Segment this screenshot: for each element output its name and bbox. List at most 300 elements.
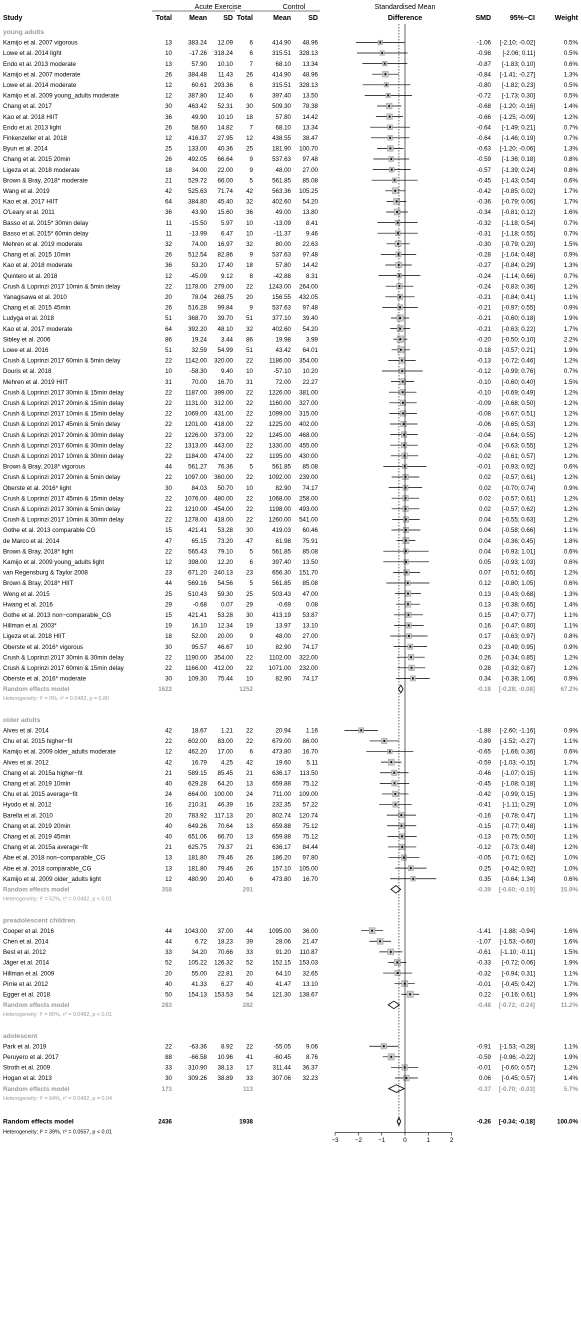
exp-sd: 70.66 [217,949,233,957]
exp-total: 12 [165,92,172,100]
subgroup-weight: 5.7% [563,1085,578,1093]
exp-total: 10 [165,50,172,58]
study-label: Chu et al. 2015 average−fit [3,791,78,799]
study-label: Oberste et al. 2016* light [3,484,72,492]
weight-value: 0.9% [563,251,578,259]
smd-value: -0.46 [476,769,491,777]
weight-value: 0.6% [563,559,578,566]
study-label: Hyodo et al. 2012 [3,801,52,809]
ci-value: [-1.49; 0.21] [501,124,535,132]
smd-value: -0.01 [476,463,491,471]
header-ctrl-mean: Mean [273,15,291,22]
weight-value: 1.5% [563,241,578,248]
point-estimate [407,593,409,595]
exp-total: 30 [165,103,172,111]
weight-value: 1.2% [563,665,578,672]
ctrl-mean: 414.90 [272,71,291,79]
exp-sd: 12.09 [217,39,233,47]
exp-mean: 133.00 [188,145,207,153]
exp-mean: 19.24 [191,336,207,344]
ctrl-mean: 57.80 [275,262,291,270]
smd-value: 0.02 [478,506,491,513]
point-estimate [408,614,410,616]
ctrl-mean: 82.90 [275,675,291,683]
ctrl-mean: 152.15 [272,959,291,967]
exp-total: 16 [165,801,172,809]
exp-sd: 99.84 [217,304,233,312]
ctrl-sd: 75.12 [302,833,318,841]
smd-value: -0.28 [476,251,491,259]
ctrl-mean: 1160.00 [269,400,291,407]
ctrl-sd: 5.11 [306,759,318,767]
point-estimate [400,814,402,816]
point-estimate [397,222,399,224]
study-label: Abe et al. 2018 comparable_CG [3,865,92,873]
smd-value: -0.21 [476,315,491,323]
exp-total: 22 [165,506,172,513]
ci-value: [-1.43; 0.54] [501,177,535,185]
smd-value: 0.17 [478,633,491,641]
exp-mean: 34.20 [191,949,207,957]
ci-value: [-0.34; 0.85] [501,654,535,662]
ctrl-sd: 315.00 [299,410,318,418]
ctrl-mean: 315.51 [272,82,291,89]
ci-value: [-0.77; 0.48] [501,822,535,830]
exp-sd: 40.36 [217,145,233,153]
ctrl-mean: 1330.00 [268,442,291,450]
ctrl-sd: 47.00 [302,590,318,598]
exp-mean: 65.15 [191,537,207,545]
weight-value: 1.1% [563,527,578,535]
ctrl-mean: 473.80 [272,875,291,883]
ctrl-mean: -60.45 [273,1054,291,1062]
study-label: Pirrie et al. 2012 [3,980,49,988]
point-estimate [389,126,391,128]
weight-value: 1.2% [563,421,578,429]
exp-sd: 318.24 [214,50,233,58]
exp-mean: 154.13 [188,991,207,999]
ctrl-mean: 1243.00 [268,283,291,291]
exp-sd: 52.31 [217,103,233,111]
ctrl-mean: 473.80 [272,748,291,756]
ctrl-mean: 48.00 [275,633,291,641]
ctrl-total: 42 [246,188,253,195]
study-label: Alves et al. 2014 [3,727,49,735]
header-control: Control [282,4,306,11]
ctrl-sd: 8.76 [305,1054,318,1062]
ci-value: [-0.58; 0.66] [501,527,535,535]
exp-mean: 58.60 [191,124,207,132]
exp-total: 22 [165,1043,172,1051]
exp-mean: 629.28 [188,780,207,788]
ctrl-total: 25 [246,590,253,598]
ctrl-mean: 636.17 [272,769,291,777]
exp-total: 12 [165,82,172,89]
ctrl-mean: 121.30 [272,991,291,999]
exp-total: 11 [165,219,172,227]
ctrl-mean: 659.88 [272,780,291,788]
exp-sd: 66.00 [217,177,233,185]
exp-total: 12 [165,272,172,280]
ci-value: [-0.97; 0.55] [501,304,535,312]
ctrl-total: 6 [249,39,253,47]
ctrl-mean: 315.51 [272,50,291,58]
exp-mean: 529.72 [188,177,207,185]
study-label: van Regensburg & Taylor 2008 [3,569,88,577]
ctrl-total: 22 [246,1043,253,1051]
ci-value: [-0.73; 0.48] [501,844,535,852]
weight-value: 0.5% [563,50,578,58]
exp-mean: 492.05 [188,156,207,164]
x-tick-label: 1 [426,1137,431,1145]
ctrl-total: 10 [246,484,253,492]
ctrl-sd: 13.10 [302,622,318,630]
study-label: Endo et al. 2013 light [3,124,62,132]
study-label: Crush & Loprinzi 2017 60min & 30min delay [3,442,124,450]
ctrl-mean: 711.00 [272,791,291,799]
ctrl-mean: -11.37 [273,230,291,238]
subgroup-heterogeneity: Heterogeneity: I² = 85%, τ² = 0.0482, p < 0.01 [3,1012,112,1019]
smd-value: -0.15 [476,822,491,830]
point-estimate [411,667,413,669]
weight-value: 1.2% [563,516,578,524]
ctrl-mean: -0.69 [276,601,291,609]
ctrl-sd: 27.00 [302,633,318,641]
exp-total: 42 [165,727,172,735]
ctrl-mean: 679.00 [272,738,291,746]
exp-total: 22 [165,654,172,662]
ctrl-mean: 1092.00 [268,474,291,482]
ctrl-mean: 561.85 [272,580,291,588]
exp-total: 50 [165,991,172,999]
ctrl-total: 10 [246,219,253,227]
ci-value: [-1.25; -0.09] [499,113,535,121]
exp-total: 44 [165,463,172,471]
ctrl-sd: 21.47 [302,938,318,946]
ctrl-total: 13 [246,780,253,788]
ctrl-sd: 120.74 [299,812,318,820]
exp-mean: 34.00 [191,166,207,174]
point-estimate [409,646,411,648]
smd-value: -0.59 [476,1054,491,1062]
exp-total: 44 [165,927,172,935]
ctrl-total: 9 [249,156,253,164]
ctrl-total: 22 [246,442,253,450]
smd-value: -0.42 [476,188,491,195]
point-estimate [410,656,412,658]
exp-mean: 384.80 [188,198,207,206]
smd-value: 0.22 [478,991,491,999]
point-estimate [383,1045,385,1047]
ctrl-mean: 186.20 [272,854,291,862]
ci-value: [-0.60; 0.18] [501,315,535,323]
exp-sd: 75.44 [217,675,233,683]
exp-sd: 6.47 [220,230,233,238]
subgroup-smd: -0.37 [476,1085,491,1093]
overall-random-label: Random effects model [3,1118,74,1126]
exp-sd: 10.10 [217,60,233,68]
ctrl-sd: 64.01 [302,347,318,354]
smd-value: -0.12 [476,368,491,376]
ctrl-mean: 659.88 [272,822,291,830]
point-estimate [405,1077,407,1079]
weight-value: 1.3% [563,262,578,270]
exp-sd: 83.00 [217,738,233,746]
exp-mean: 510.43 [188,590,207,598]
smd-value: -1.07 [476,938,491,946]
smd-value: -0.84 [476,71,491,79]
exp-total: 13 [165,39,172,47]
study-label: Brown & Bray, 2018* HIIT [3,580,74,588]
ci-value: [-0.93; 1.03] [501,559,535,566]
weight-value: 1.4% [563,103,578,111]
subgroup-ctrl-total: 282 [242,1002,253,1010]
exp-mean: 57.90 [191,60,207,68]
header-ci: 95%−CI [509,15,535,22]
ci-value: [-0.43; 0.68] [501,590,535,598]
ctrl-sd: 10.20 [302,368,318,376]
ci-value: [-2.10; -0.02] [499,39,535,47]
exp-mean: 43.90 [191,209,207,217]
exp-sd: 14.82 [217,124,233,132]
ctrl-sd: 541.00 [299,516,318,524]
point-estimate [396,211,398,213]
point-estimate [397,232,399,234]
exp-total: 21 [165,177,172,185]
study-label: Mehren et al. 2019 moderate [3,241,83,248]
ctrl-mean: 1198.00 [269,506,291,513]
weight-value: 1.2% [563,474,578,482]
exp-mean: 1226.00 [184,431,207,439]
exp-sd: 9.12 [220,272,233,280]
exp-mean: 105.22 [188,959,207,967]
exp-sd: 240.13 [214,569,233,577]
header-ctrl-total: Total [236,15,253,22]
weight-value: 1.6% [563,209,578,217]
subgroup-heterogeneity: Heterogeneity: I² = 0%, τ² = 0.0482, p = 0.80 [3,696,109,703]
exp-total: 22 [165,410,172,418]
exp-sd: 418.00 [214,421,233,429]
ctrl-mean: 419.03 [272,527,291,535]
smd-value: -0.09 [476,400,491,407]
study-label: Barella et al. 2010 [3,812,53,820]
study-label: Kao et al. 2017 moderate [3,325,73,333]
ctrl-sd: 109.00 [299,791,318,799]
study-label: Crush & Loprinzi 2017 60min & 15min delay [3,665,124,672]
ctrl-mean: 1225.00 [268,421,291,429]
smd-value: -0.64 [476,135,491,142]
smd-value: -0.21 [476,325,491,333]
exp-total: 40 [165,833,172,841]
ctrl-total: 24 [246,791,253,799]
ctrl-total: 7 [249,60,253,68]
point-estimate [405,529,407,531]
subgroup-label: preadolescent children [3,917,76,925]
weight-value: 1.7% [563,325,578,333]
exp-total: 22 [165,431,172,439]
exp-mean: 310.90 [188,1064,207,1072]
ctrl-total: 8 [249,272,253,280]
smd-value: -0.45 [476,780,491,788]
subgroup-exp-total: 1622 [158,686,172,694]
smd-value: -0.64 [476,124,491,132]
ctrl-sd: 0.08 [305,601,318,609]
ctrl-mean: 561.85 [272,548,291,556]
exp-mean: 32.59 [191,347,207,354]
point-estimate [390,1056,392,1058]
subgroup-smd: -0.39 [476,886,491,894]
ci-value: [-1.07; 0.15] [501,769,535,777]
ci-value: [-0.68; 0.50] [501,400,535,407]
smd-value: -0.65 [476,748,491,756]
exp-total: 26 [165,304,172,312]
subgroup-label: adolescent [3,1032,38,1040]
study-label: Lowe et al. 2016 [3,347,49,354]
study-label: Kamijo et al. 2009 older_adults moderate [3,748,116,756]
ctrl-mean: 311.44 [272,1064,291,1072]
exp-sd: 1.21 [220,727,233,735]
ctrl-sd: 85.08 [302,580,318,588]
exp-sd: 71.74 [217,188,233,195]
ctrl-mean: 656.30 [272,569,291,577]
study-label: de Marco et al. 2014 [3,537,60,545]
header-study: Study [3,15,23,22]
exp-sd: 100.00 [214,791,233,799]
exp-total: 20 [165,970,172,978]
smd-value: -0.08 [476,410,491,418]
exp-total: 23 [165,569,172,577]
ctrl-sd: 402.00 [299,421,318,429]
ci-value: [-0.99; 0.15] [501,791,535,799]
ctrl-total: 36 [246,209,253,217]
point-estimate [389,137,391,139]
smd-value: 0.04 [478,548,491,556]
exp-total: 31 [165,378,172,386]
exp-sd: 373.00 [214,431,233,439]
exp-total: 36 [165,262,172,270]
exp-mean: 41.33 [191,980,207,988]
weight-value: 1.1% [563,780,578,788]
ctrl-sd: 97.48 [302,251,318,259]
ci-value: [-0.60; 0.57] [501,1064,535,1072]
exp-total: 21 [165,844,172,852]
ctrl-total: 18 [246,262,253,270]
ctrl-mean: 802.74 [272,812,291,820]
ctrl-sd: 75.12 [302,822,318,830]
exp-mean: 649.26 [188,822,207,830]
ci-value: [-1.20; -0.16] [499,103,535,111]
exp-total: 13 [165,854,172,862]
ctrl-mean: 397.40 [272,559,291,566]
subgroup-random-label: Random effects model [3,886,70,894]
exp-mean: -15.50 [189,219,207,227]
exp-total: 30 [165,1075,172,1083]
weight-value: 1.4% [563,1075,578,1083]
exp-total: 64 [165,325,172,333]
ci-value: [-0.85; 0.02] [501,188,535,195]
ctrl-total: 6 [249,875,253,883]
ctrl-total: 22 [246,506,253,513]
smd-value: 0.05 [478,559,491,566]
smd-value: 0.12 [478,580,491,588]
ctrl-total: 22 [246,283,253,291]
ctrl-sd: 36.37 [302,1064,318,1072]
ctrl-total: 22 [246,400,253,407]
weight-value: 1.2% [563,283,578,291]
exp-sd: 3.44 [220,336,233,344]
exp-sd: 16.70 [217,378,233,386]
ctrl-mean: 82.90 [275,643,291,651]
weight-value: 1.2% [563,506,578,513]
study-label: Crush & Loprinzi 2017 45min & 5min delay [3,421,121,429]
weight-value: 2.2% [563,336,578,344]
study-label: Peruyero et al. 2017 [3,1054,59,1062]
ctrl-total: 21 [246,769,253,777]
exp-sd: 79.46 [217,865,233,873]
exp-sd: 46.67 [217,643,233,651]
ctrl-sd: 8.41 [305,219,318,227]
study-label: Crush & Loprinzi 2017 30min & 5min delay [3,506,121,513]
study-label: Chang et al. 2015a average−fit [3,844,88,852]
exp-total: 88 [165,1054,172,1062]
weight-value: 1.0% [563,865,578,873]
ctrl-sd: 113.50 [299,769,318,777]
point-estimate [394,793,396,795]
exp-mean: 210.31 [188,801,207,809]
smd-value: -0.31 [476,230,491,238]
exp-sd: 4.25 [220,759,233,767]
ctrl-sd: 381.00 [299,389,318,397]
ci-value: [-0.45; 0.57] [501,1075,535,1083]
exp-mean: 387.80 [188,92,207,100]
ctrl-sd: 74.17 [302,484,318,492]
exp-total: 26 [165,156,172,164]
ctrl-sd: 32.23 [302,1075,318,1083]
ctrl-sd: 13.50 [302,92,318,100]
ctrl-total: 20 [246,812,253,820]
weight-value: 0.7% [563,124,578,132]
ctrl-sd: 54.20 [302,198,318,206]
study-label: Chang et al. 2015a higher−fit [3,769,83,777]
ci-value: [-0.57; 0.61] [501,474,535,482]
exp-total: 25 [165,590,172,598]
ci-value: [-0.57; 0.21] [501,347,535,354]
exp-total: 51 [165,315,172,323]
exp-mean: 392.20 [188,325,207,333]
point-estimate [412,678,414,680]
header-smd-title-2: Difference [387,15,423,22]
exp-mean: 1210.00 [184,506,207,513]
ctrl-total: 5 [249,177,253,185]
exp-total: 24 [165,791,172,799]
weight-value: 1.2% [563,431,578,439]
overall-weight: 100.0% [557,1118,578,1126]
smd-value: -0.10 [476,378,491,386]
weight-value: 0.9% [563,727,578,735]
study-label: Yanagisawa et al. 2010 [3,294,67,301]
exp-mean: 49.90 [191,113,207,121]
ci-value: [-1.73; 0.30] [501,92,535,100]
ctrl-total: 25 [246,145,253,153]
ctrl-total: 22 [246,389,253,397]
study-label: Douris et al. 2018 [3,368,52,376]
ctrl-sd: 354.00 [299,357,318,365]
ci-value: [-0.70; 0.74] [501,484,535,492]
ctrl-sd: 14.42 [302,262,318,270]
weight-value: 1.1% [563,970,578,978]
point-estimate [405,550,407,552]
smd-value: 0.02 [478,484,491,492]
